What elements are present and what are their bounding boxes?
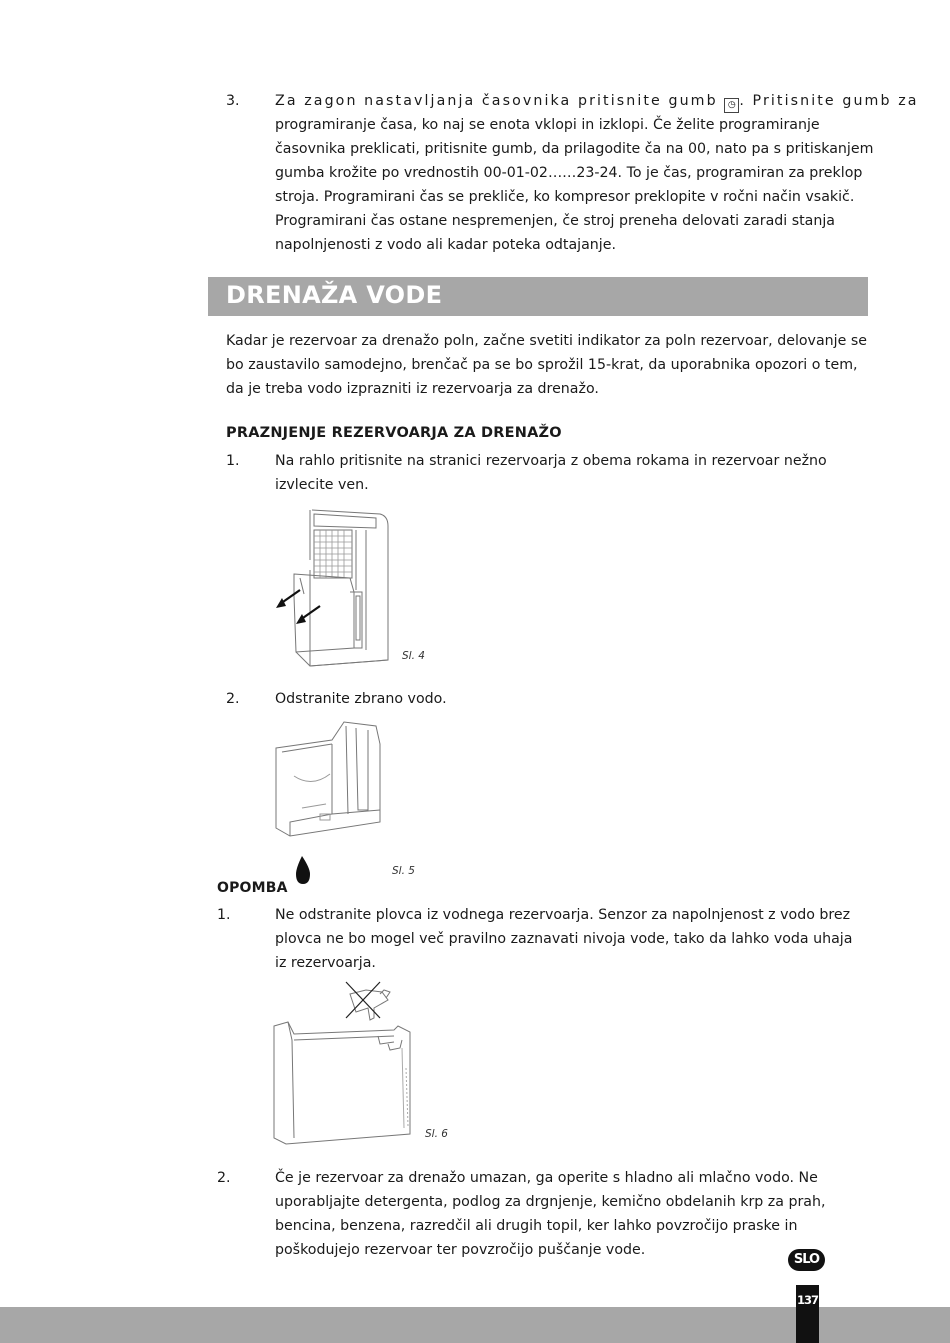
note-item-2-line-4: poškodujejo rezervoar ter povzročijo puščanje vode. xyxy=(275,1242,646,1258)
step-3-number: 3. xyxy=(226,93,240,109)
step-3-line-1-a: Za zagon nastavljanja časovnika pritisnite gumb xyxy=(275,93,718,109)
figure-5-tank-emptying xyxy=(272,718,386,886)
language-label: SLO xyxy=(793,1252,820,1267)
step-3-line-5: stroja. Programirani čas se prekliče, ko kompresor preklopite v ročni način vsakič. xyxy=(275,189,855,205)
figure-5-caption: Sl. 5 xyxy=(392,865,415,877)
section-intro-line-2: bo zaustavilo samodejno, brenčač pa se bo sprožil 15-krat, da uporabnika opozori o tem, xyxy=(226,357,858,373)
emptying-step-2-number: 2. xyxy=(226,691,240,707)
note-heading: OPOMBA xyxy=(217,880,288,896)
section-banner xyxy=(208,277,868,316)
emptying-step-1-number: 1. xyxy=(226,453,240,469)
page-number-tab xyxy=(796,1285,819,1343)
page-number: 137 xyxy=(796,1293,818,1307)
note-item-2-line-3: bencina, benzena, razredčil ali drugih topil, ker lahko povzročijo praske in xyxy=(275,1218,798,1234)
section-intro-line-3: da je treba vodo izprazniti iz rezervoarja za drenažo. xyxy=(226,381,599,397)
step-3-line-3: časovnika preklicati, pritisnite gumb, da prilagodite ča na 00, nato pa s pritiskanjem xyxy=(275,141,874,157)
step-3-line-4: gumba krožite po vrednostih 00-01-02……23-24. To je čas, programiran za preklop xyxy=(275,165,863,181)
note-item-2-line-2: uporabljajte detergenta, podlog za drgnjenje, kemično obdelanih krp za prah, xyxy=(275,1194,826,1210)
emptying-step-2-text: Odstranite zbrano vodo. xyxy=(275,691,447,707)
figure-4-caption: Sl. 4 xyxy=(402,650,425,662)
step-3-line-2: programiranje časa, ko naj se enota vklopi in izklopi. Če želite programiranje xyxy=(275,117,820,133)
note-item-2-line-1: Če je rezervoar za drenažo umazan, ga operite s hladno ali mlačno vodo. Ne xyxy=(275,1170,818,1186)
emptying-heading: PRAZNJENJE REZERVOARJA ZA DRENAŽO xyxy=(226,425,562,441)
emptying-step-1-line-2: izvlecite ven. xyxy=(275,477,369,493)
note-item-1-number: 1. xyxy=(217,907,231,923)
timer-button-icon: ◷ xyxy=(724,98,739,113)
note-item-1-line-2: plovca ne bo mogel več pravilno zaznavati nivoja vode, tako da lahko voda uhaja xyxy=(275,931,853,947)
note-item-2-number: 2. xyxy=(217,1170,231,1186)
emptying-step-1-line-1: Na rahlo pritisnite na stranici rezervoarja z obema rokama in rezervoar nežno xyxy=(275,453,827,469)
step-3-line-6: Programirani čas ostane nespremenjen, če stroj preneha delovati zaradi stanja xyxy=(275,213,835,229)
step-3-line-7: napolnjenosti z vodo ali kadar poteka odtajanje. xyxy=(275,237,616,253)
step-3-line-1-b: . Pritisnite gumb za xyxy=(739,93,919,109)
section-intro-line-1: Kadar je rezervoar za drenažo poln, začne svetiti indikator za poln rezervoar, delovanje se xyxy=(226,333,867,349)
note-item-1-line-1: Ne odstranite plovca iz vodnega rezervoarja. Senzor za napolnjenost z vodo brez xyxy=(275,907,851,923)
language-badge xyxy=(788,1249,825,1271)
note-item-1-line-3: iz rezervoarja. xyxy=(275,955,376,971)
section-title: DRENAŽA VODE xyxy=(226,281,443,309)
figure-6-caption: Sl. 6 xyxy=(425,1128,448,1140)
step-3-line-1 xyxy=(275,89,919,113)
figure-4-dehumidifier-tank-removal xyxy=(270,500,400,672)
figure-6-tank-with-float-warning xyxy=(270,978,420,1148)
